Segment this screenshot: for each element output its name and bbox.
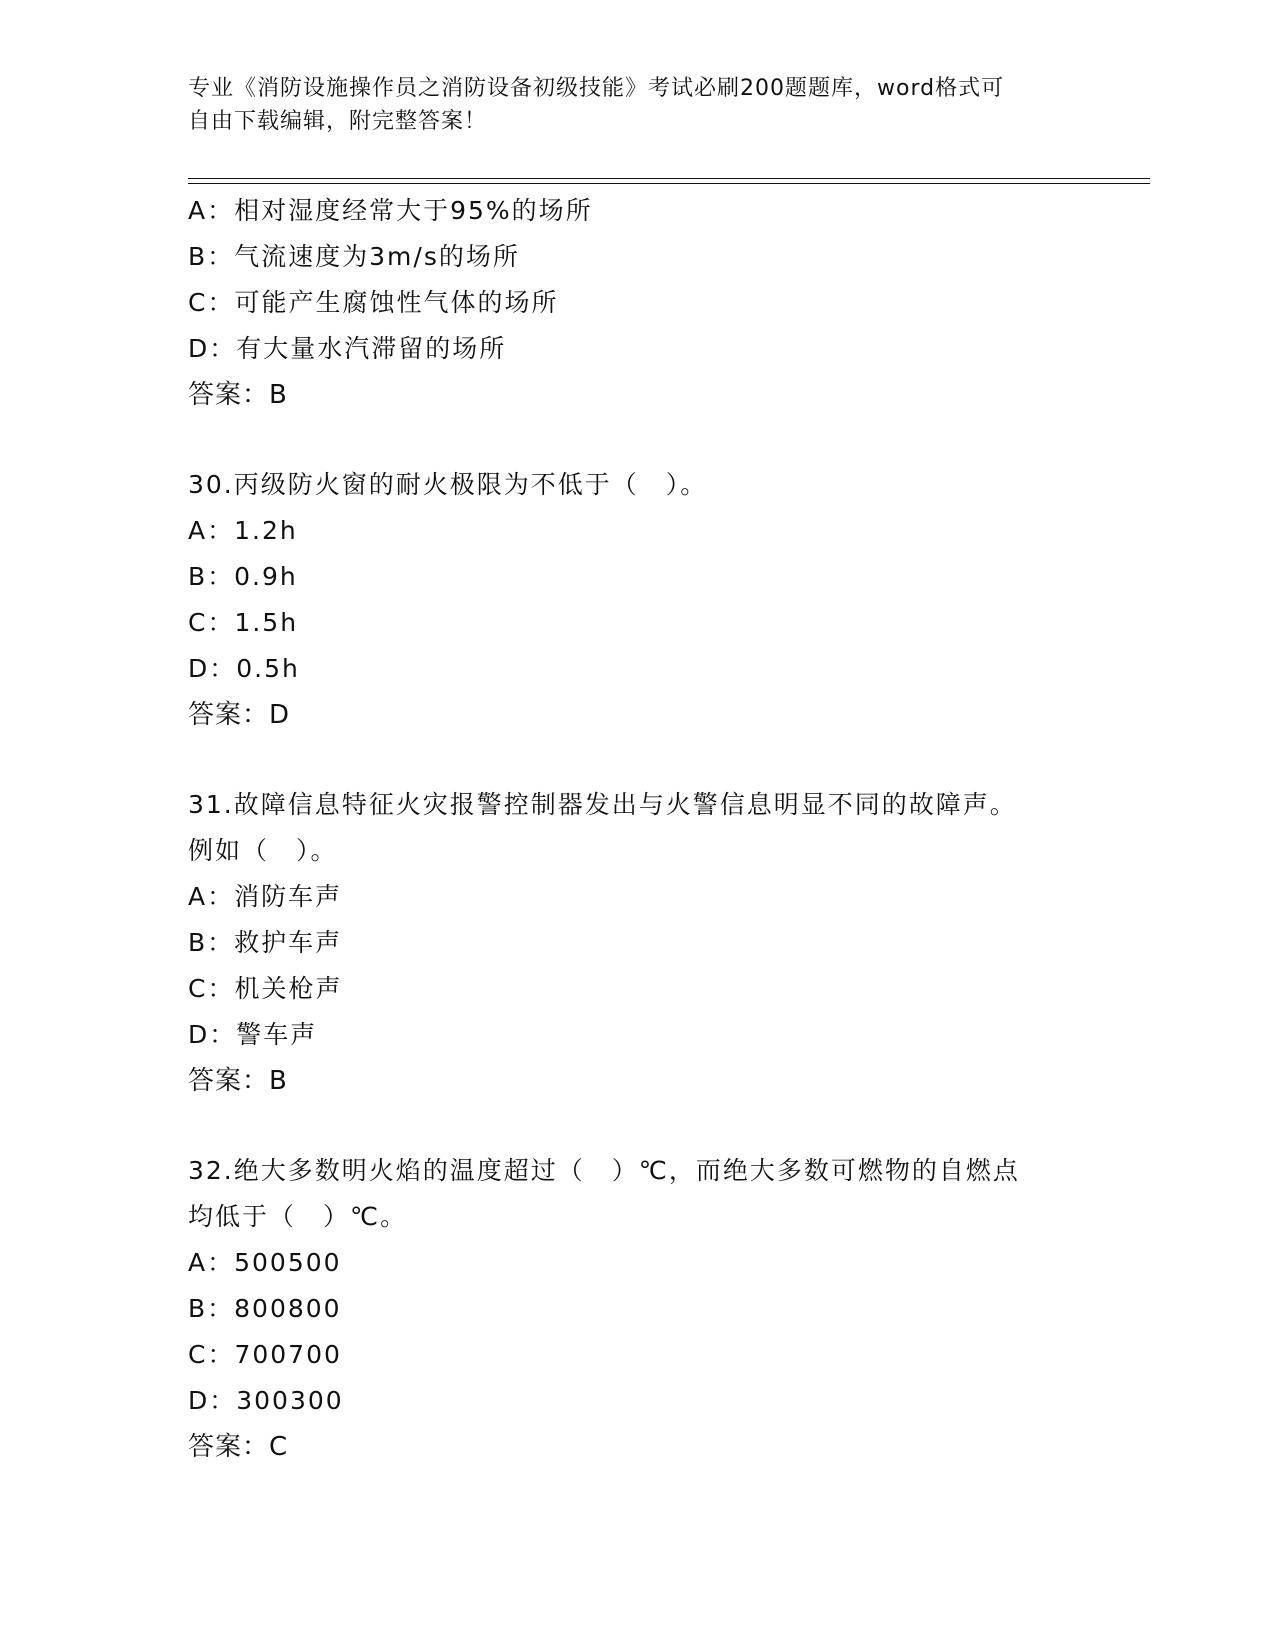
question-text-line-2: 例如（ ）。: [188, 836, 338, 865]
answer-line: 答案：B: [188, 380, 288, 410]
spacer: [188, 418, 1148, 462]
answer-line: 答案：D: [188, 700, 291, 730]
header-line-1: 专业《消防设施操作员之消防设备初级技能》考试必刷200题题库，word格式可: [188, 76, 1005, 101]
option-a: A：消防车声: [188, 882, 343, 911]
answer-line: 答案：C: [188, 1432, 289, 1462]
option-a: A：500500: [188, 1248, 342, 1277]
question-text-line-2: 均低于（ ）℃。: [188, 1202, 408, 1231]
document-header: [188, 72, 1068, 138]
option-c: C：1.5h: [188, 608, 299, 637]
option-d: D：警车声: [188, 1020, 318, 1049]
spacer: [188, 1104, 1148, 1148]
option-d: D：有大量水汽滞留的场所: [188, 334, 507, 363]
header-rule-bottom: [188, 183, 1150, 184]
question-29: [188, 188, 1148, 418]
question-31: [188, 782, 1148, 1104]
question-32: [188, 1148, 1148, 1470]
answer-line: 答案：B: [188, 1066, 288, 1096]
header-rule-top: [188, 178, 1150, 179]
option-d: D：300300: [188, 1386, 344, 1415]
question-text-line-1: 31.故障信息特征火灾报警控制器发出与火警信息明显不同的故障声。: [188, 790, 1017, 819]
option-b: B：0.9h: [188, 562, 298, 591]
option-b: B：气流速度为3m/s的场所: [188, 242, 520, 271]
question-text-line-1: 32.绝大多数明火焰的温度超过（ ）℃，而绝大多数可燃物的自燃点: [188, 1156, 1020, 1185]
option-c: C：机关枪声: [188, 974, 343, 1003]
option-a: A：相对湿度经常大于95%的场所: [188, 196, 593, 225]
option-b: B：救护车声: [188, 928, 343, 957]
question-list: [188, 188, 1148, 1470]
option-c: C：可能产生腐蚀性气体的场所: [188, 288, 559, 317]
option-b: B：800800: [188, 1294, 342, 1323]
option-a: A：1.2h: [188, 516, 298, 545]
option-c: C：700700: [188, 1340, 342, 1369]
header-line-2: 自由下载编辑，附完整答案！: [188, 109, 488, 134]
spacer: [188, 738, 1148, 782]
question-text: 30.丙级防火窗的耐火极限为不低于（ ）。: [188, 470, 708, 499]
option-d: D：0.5h: [188, 654, 300, 683]
question-30: [188, 462, 1148, 738]
